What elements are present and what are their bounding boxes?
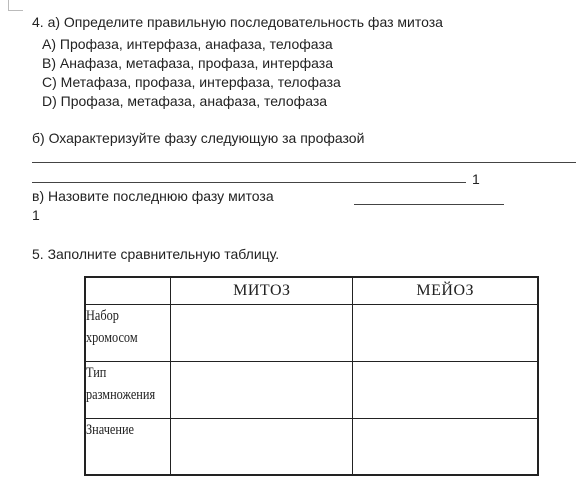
comparison-table (84, 276, 539, 476)
q4-a-question: 4. а) Определите правильную последовательность фаз митоза (32, 14, 443, 30)
table-row (85, 419, 538, 476)
option-d: D) Профаза, метафаза, анафаза, телофаза (42, 93, 328, 109)
q4-b-question: б) Охарактеризуйте фазу следующую за профазой (32, 130, 365, 146)
option-a: А) Профаза, интерфаза, анафаза, телофаза (42, 36, 333, 52)
table-row (85, 305, 538, 362)
q4-c-score: 1 (32, 207, 40, 223)
page-corner-mark (8, 0, 23, 11)
cell-mitosis-significance[interactable] (171, 419, 353, 476)
cell-meiosis-reproduction-type[interactable] (353, 362, 538, 419)
row-label-reproduction-type: Тип размножения (85, 362, 171, 419)
header-empty (85, 277, 171, 305)
q5-title: 5. Заполните сравнительную таблицу. (32, 246, 280, 262)
q4-b-score: 1 (472, 171, 480, 187)
header-meiosis: МЕЙОЗ (353, 277, 538, 305)
header-mitosis: МИТОЗ (171, 277, 353, 305)
row-label-chromosome-set: Набор хромосом (85, 305, 171, 362)
answer-line-2[interactable] (32, 182, 466, 183)
q4-c-question: в) Назовите последнюю фазу митоза (32, 188, 274, 204)
cell-meiosis-chromosome-set[interactable] (353, 305, 538, 362)
table-header-row (85, 277, 538, 305)
option-b: В) Анафаза, метафаза, профаза, интерфаза (42, 55, 334, 71)
table-row (85, 362, 538, 419)
cell-mitosis-chromosome-set[interactable] (171, 305, 353, 362)
cell-mitosis-reproduction-type[interactable] (171, 362, 353, 419)
row-label-significance: Значение (85, 419, 171, 476)
option-c: С) Метафаза, профаза, интерфаза, телофаза (42, 74, 341, 90)
answer-line-3[interactable] (354, 204, 504, 205)
answer-line-1[interactable] (32, 162, 576, 163)
cell-meiosis-significance[interactable] (353, 419, 538, 476)
